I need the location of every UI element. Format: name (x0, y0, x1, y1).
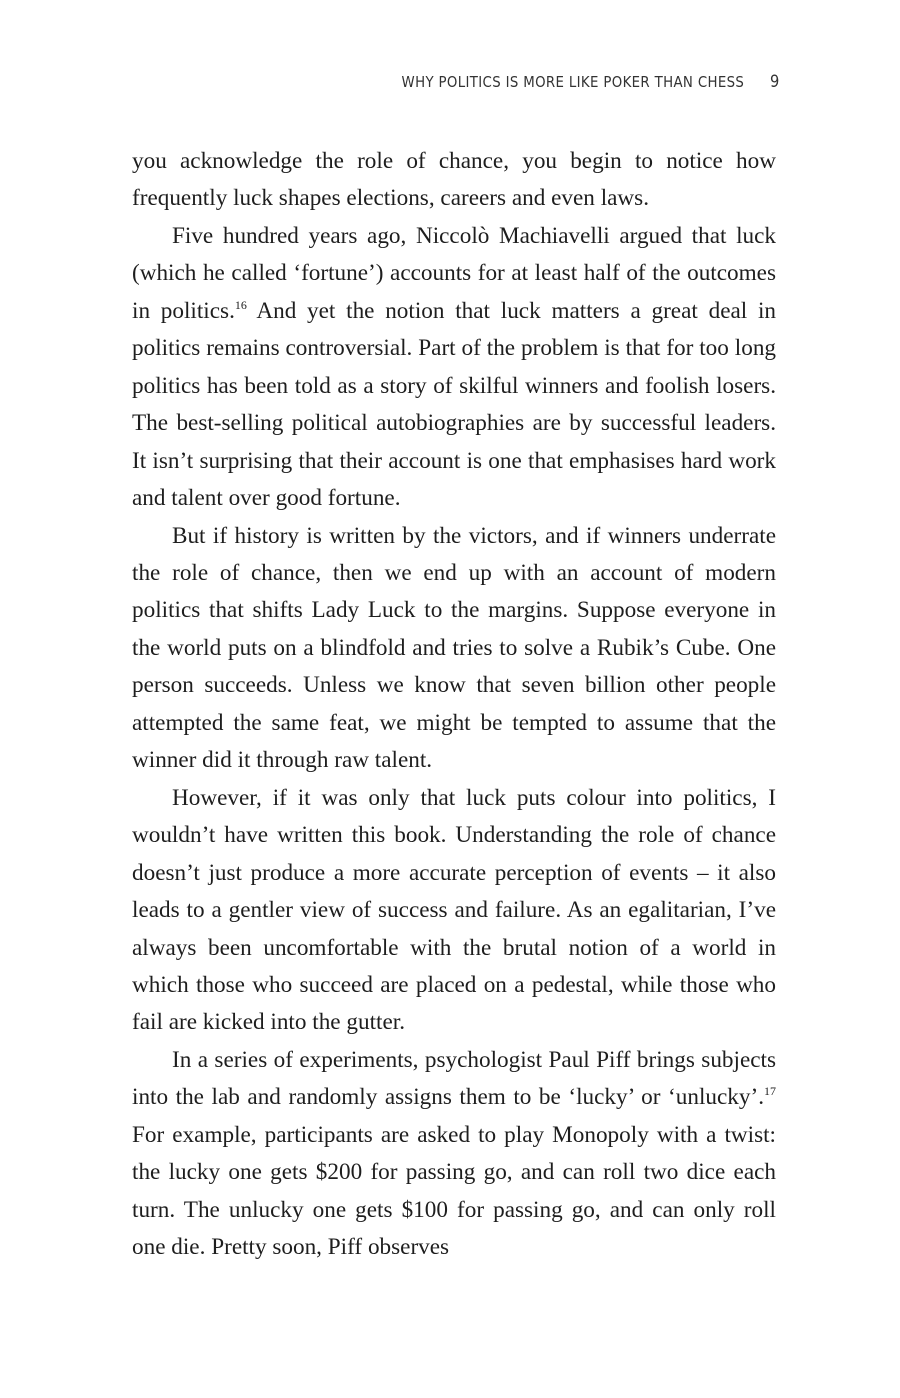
paragraph-1: you acknowledge the role of chance, you begin to notice how frequently luck shapes elections, careers and even laws. (132, 148, 776, 212)
paragraph-4: However, if it was only that luck puts colour into politics, I wouldn’t have written this book. Understanding the role of chance doesn’t just produce a more accurate perception of events – it also leads to a gentler view of success and failure. As an egalitarian, I’ve always been uncomfortable with the brutal notion of a world in which those who succeed are placed on a pedestal, while those who fail are kicked into the gutter. (132, 784, 776, 1036)
running-title: WHY POLITICS IS MORE LIKE POKER THAN CHESS (401, 73, 745, 91)
body-text (132, 143, 776, 1267)
paragraph-5-text-a: In a series of experiments, psychologist Paul Piff brings subjects into the lab and randomly assigns them to be ‘lucky’ or ‘unlucky’. (132, 1046, 776, 1111)
paragraph-2-text-b: And yet the notion that luck matters a great deal in politics remains controversial. Part of the problem is that for too long politics has been told as a story of skilful winners and foolish losers. The best-selling political autobiographies are by successful leaders. It isn’t surprising that their account is one that emphasises hard work and talent over good fortune. (132, 297, 777, 512)
paragraph-5 (132, 1042, 776, 1267)
paragraph-5-text-b: For example, participants are asked to play Monopoly with a twist: the lucky one gets $200 for passing go, and can roll two dice each turn. The unlucky one gets $100 for passing go, and can only roll one die. Pretty soon, Piff observes (132, 1121, 776, 1261)
page-number: 9 (770, 72, 780, 92)
paragraph-2-text-a: Five hundred years ago, Niccolò Machiavelli argued that luck (which he called ‘fortune’) accounts for at least half of the outcomes in politics. (132, 222, 776, 324)
paragraph-2 (132, 218, 776, 518)
running-head (402, 72, 780, 92)
footnote-ref-17[interactable]: 17 (764, 1084, 776, 1099)
footnote-ref-16[interactable]: 16 (234, 297, 247, 312)
paragraph-3: But if history is written by the victors, and if winners underrate the role of chance, then we end up with an account of modern politics that shifts Lady Luck to the margins. Suppose everyone in the world puts on a blindfold and tries to solve a Rubik’s Cube. One person succeeds. Unless we know that seven billion other people attempted the same feat, we might be tempted to assume that the winner did it through raw talent. (132, 522, 776, 774)
